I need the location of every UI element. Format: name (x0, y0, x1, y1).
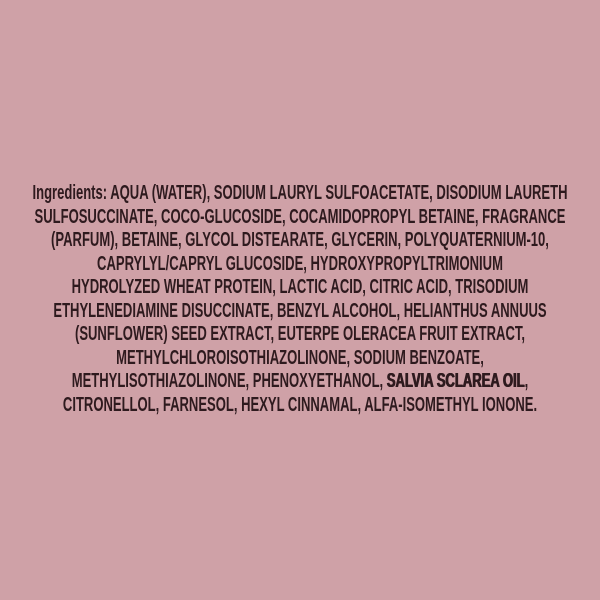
ingredients-line-text: (PARFUM), BETAINE, GLYCOL DISTEARATE, GLYCERIN, POLYQUATERNIUM-10, (51, 229, 549, 251)
ingredients-line-5 (7, 276, 594, 300)
ingredients-line-8 (7, 347, 594, 371)
ingredients-line-text: HYDROLYZED WHEAT PROTEIN, LACTIC ACID, CITRIC ACID, TRISODIUM (71, 276, 529, 298)
ingredients-line-6 (7, 300, 594, 324)
ingredients-line-1 (7, 182, 594, 206)
ingredients-line-10 (7, 394, 594, 418)
ingredients-line-4 (7, 253, 594, 277)
ingredients-line-text (72, 370, 529, 392)
ingredients-line-text: SULFOSUCCINATE, COCO-GLUCOSIDE, COCAMIDOPROPYL BETAINE, FRAGRANCE (34, 205, 566, 228)
ingredients-line-text: Ingredients: AQUA (WATER), SODIUM LAURYL SULFOACETATE, DISODIUM LAURETH (32, 182, 568, 204)
ingredients-line-9-trailing-comma: , (524, 370, 529, 392)
ingredients-line-9-regular: METHYLISOTHIAZOLINONE, PHENOXYETHANOL, (71, 370, 387, 392)
ingredients-line-text: METHYLCHLOROISOTHIAZOLINONE, SODIUM BENZOATE, (116, 346, 484, 369)
ingredients-line-9 (7, 370, 594, 394)
ingredients-line-text: ETHYLENEDIAMINE DISUCCINATE, BENZYL ALCOHOL, HELIANTHUS ANNUUS (53, 299, 547, 322)
ingredients-line-2 (7, 206, 594, 230)
ingredients-line-7 (7, 323, 594, 347)
highlighted-ingredient-salvia-sclarea-oil: SALVIA SCLAREA OIL (386, 370, 525, 392)
ingredients-line-text: CITRONELLOL, FARNESOL, HEXYL CINNAMAL, ALFA-ISOMETHYL IONONE. (62, 393, 538, 416)
ingredients-line-text: CAPRYLYL/CAPRYL GLUCOSIDE, HYDROXYPROPYLTRIMONIUM (97, 252, 503, 275)
ingredients-line-3 (7, 229, 594, 253)
ingredients-line-text: (SUNFLOWER) SEED EXTRACT, EUTERPE OLERACEA FRUIT EXTRACT, (74, 323, 526, 345)
ingredients-block (7, 182, 594, 417)
